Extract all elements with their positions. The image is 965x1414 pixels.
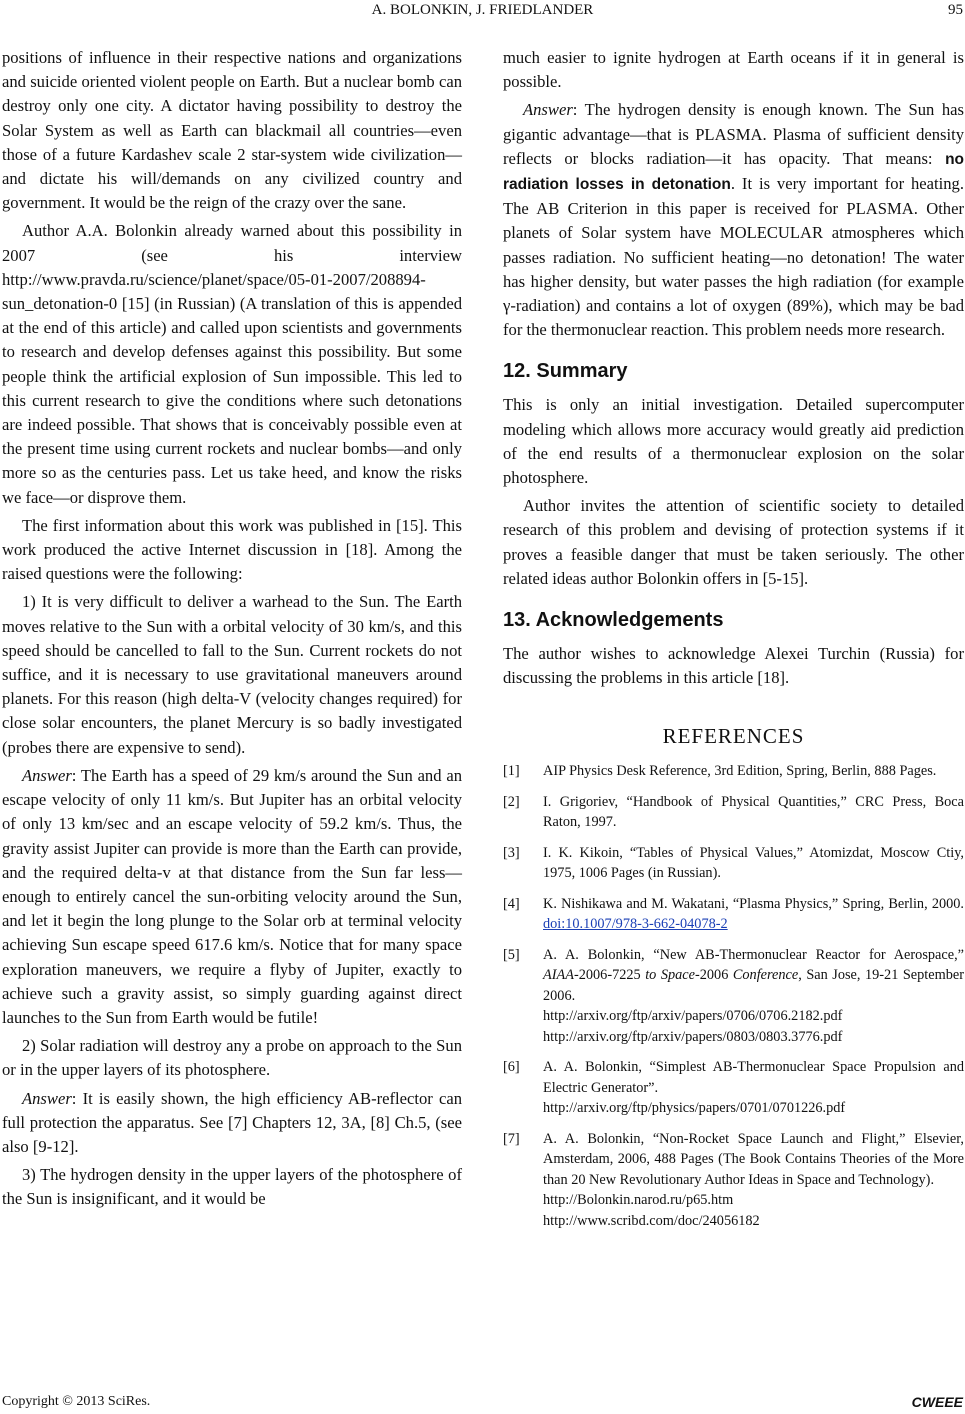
reference-number: [4] [503,895,520,912]
reference-item [503,1057,964,1119]
references-heading: REFERENCES [662,724,805,749]
reference-url[interactable]: http://arxiv.org/ftp/physics/papers/0701/0701226.pdf [543,1100,846,1117]
reference-body [543,894,964,935]
reference-text: -2006-7225 [573,967,646,984]
paragraph: Author invites the attention of scientific society to detailed research of this problem and devising of protection systems if it proves a feasible danger that must be taken seriously. The other related ideas author Bolonkin offers in [5-15]. [503,496,964,588]
paragraph: positions of influence in their respective nations and organizations and suicide oriented violent people on Earth. But a nuclear bomb can destroy only one city. A dictator having possibility to destroy the Solar System as well as Earth can blackmail all countries—even those of a future Kardashev scale 2 star-system wide civilization—and dictate his will/demands on any civilized country and government. It would be the reign of the crazy over the sane. [2,48,462,213]
page-header [0,2,965,24]
section-heading-acknowledgements: 13. Acknowledgements [503,609,724,632]
paragraph: This is only an initial investigation. Detailed supercomputer modeling which allows more accuracy would greatly aid prediction of the end results of a thermonuclear explosion on the solar photosphere. [503,395,964,488]
answer-label: Answer [22,765,72,785]
reference-text: K. Nishikawa and M. Wakatani, “Plasma Physics,” Spring, Berlin, 2000. [543,895,964,912]
journal-abbreviation: CWEEE [911,1394,963,1410]
reference-text: , San Jose, 19-21 September 2006. [543,967,964,1004]
paragraph [2,1087,462,1160]
answer-label: Answer [523,100,573,120]
reference-url[interactable]: http://www.scribd.com/doc/24056182 [543,1212,760,1229]
reference-number: [2] [503,793,520,810]
reference-text: I. Grigoriev, “Handbook of Physical Quantities,” CRC Press, Boca Raton, 1997. [543,793,964,831]
reference-text: A. A. Bolonkin, “Non-Rocket Space Launch and Flight,” Elsevier, Amsterdam, 2006, 488 Pages (The Book Contains Theories of the More than 20 New Revolutionary Author Ideas in Space and Technology). [543,1130,964,1188]
paragraph: Author A.A. Bolonkin already warned about this possibility in 2007 (see his interview http://www.pravda.ru/science/planet/space/05-01-2007/208894-sun_detonation-0 [15] (in Russian) (A translation of this is appended at the end of this article) and called upon scientists and governments to research and develop defenses against this possibility. But some people think the artificial explosion of Sun impossible. This led to this current research to give the conditions where such detonations are indeed possible. That shows that is conceivably possible even at the present time using current rockets and nuclear bombs—and only more so as the centuries pass. Let us take heed, and know the risks we face—or disprove them. [2,221,462,507]
paragraph [503,98,964,342]
reference-item [503,1129,964,1232]
paragraph: 3) The hydrogen density in the upper layers of the photosphere of the Sun is insignificant, and it would be [2,1165,462,1209]
reference-item [503,843,964,884]
reference-number: [7] [503,1130,520,1147]
copyright-notice: Copyright © 2013 SciRes. [2,1394,151,1409]
paragraph: much easier to ignite hydrogen at Earth oceans if it in general is possible. [503,48,964,92]
reference-item [503,792,964,833]
reference-text: I. K. Kikoin, “Tables of Physical Values,” Atomizdat, Moscow Ctiy, 1975, 1006 Pages (in Russian). [543,844,964,882]
reference-text: A. A. Bolonkin, “Simplest AB-Thermonuclear Space Propulsion and Electric Generator”. [543,1059,964,1096]
reference-number: [1] [503,763,520,780]
running-title: A. BOLONKIN, J. FRIEDLANDER [371,2,594,18]
right-column [503,46,964,1241]
reference-italic: Conference [732,967,799,984]
answer-text: : The hydrogen density is enough known. The Sun has gigantic advantage—that is PLASMA. Plasma of sufficient density reflects or blocks radiation—it has opacity. That means: [503,100,964,168]
reference-url[interactable]: http://arxiv.org/ftp/arxiv/papers/0706/0706.2182.pdf [543,1008,843,1025]
reference-url[interactable]: http://arxiv.org/ftp/arxiv/papers/0803/0803.3776.pdf [543,1028,843,1045]
reference-text: A. A. Bolonkin, “New AB-Thermonuclear Reactor for Aerospace,” [543,946,964,963]
reference-number: [3] [503,844,520,861]
answer-text: . It is very important for heating. The AB Criterion in this paper is received for PLASMA. Other planets of Solar system have MOLECULAR atmospheres which passes radiation. No sufficient heating—no detonation! The water has higher density, but water passes the high radiation (for example γ-radiation) and contains a lot of oxygen (89%), which may be bad for the thermonuclear reaction. This problem needs more research. [503,174,964,340]
reference-text: AIP Physics Desk Reference, 3rd Edition, Spring, Berlin, 888 Pages. [543,763,937,780]
section-heading-summary: 12. Summary [503,360,628,383]
reference-item [503,761,964,782]
page-footer [0,1394,965,1414]
paragraph [2,764,462,1030]
paragraph: 2) Solar radiation will destroy any a probe on approach to the Sun or in the upper layers of its photosphere. [2,1036,462,1080]
reference-number: [5] [503,946,520,963]
answer-text: : It is easily shown, the high efficiency AB-reflector can full protection the apparatus. See [7] Chapters 12, 3A, [8] Ch.5, (see also [9-12]. [2,1088,462,1156]
reference-url[interactable]: http://Bolonkin.narod.ru/p65.htm [543,1192,734,1209]
doi-link[interactable]: doi:10.1007/978-3-662-04078-2 [543,916,728,933]
reference-number: [6] [503,1059,520,1076]
reference-body [543,1129,964,1232]
reference-text: -2006 [694,967,733,984]
reference-item [503,945,964,1048]
paragraph: The first information about this work was published in [15]. This work produced the active Internet discussion in [18]. Among the raised questions were the following: [2,515,462,584]
answer-text: : The Earth has a speed of 29 km/s around the Sun and an escape velocity of only 11 km/s. But Jupiter has an orbital velocity of only 13 km/sec and an escape velocity of 59.2 km/s. Thus, the gravity assist Jupiter can provide is more than the Earth can provide, and the required delta-v at that distance from the Sun far less—enough to entirely cancel the sun-orbiting velocity around the Sun, and let it begin the long plunge to the Solar orb at terminal velocity achieving Sun escape speed 617.6 km/s. Notice that for many space exploration maneuvers, we require a flyby of Jupiter, exactly to achieve such a gravity assist, so simply guarding against direct launches to the Sun from Earth would be futile! [2,765,462,1027]
bold-emphasis: no radiation losses in detonation [503,150,964,194]
left-column [2,46,462,1216]
reference-italic: to Space [645,967,695,984]
reference-body [543,1057,964,1119]
page-number: 95 [948,2,963,18]
paragraph: The author wishes to acknowledge Alexei Turchin (Russia) for discussing the problems in this article [18]. [503,644,964,688]
reference-italic: AIAA [543,967,574,984]
reference-item [503,894,964,935]
answer-label: Answer [22,1088,72,1108]
paragraph: 1) It is very difficult to deliver a warhead to the Sun. The Earth moves relative to the Sun with a orbital velocity of 30 km/s, and this speed should be cancelled to fall to the Sun. Current rockets do not suffice, and it is necessary to use gravitational maneuvers around planets. For this reason (high delta-V (velocity changes required) for close solar encounters, the planet Mercury is so badly investigated (probes there are expensive to send). [2,592,462,757]
reference-body [543,945,964,1048]
